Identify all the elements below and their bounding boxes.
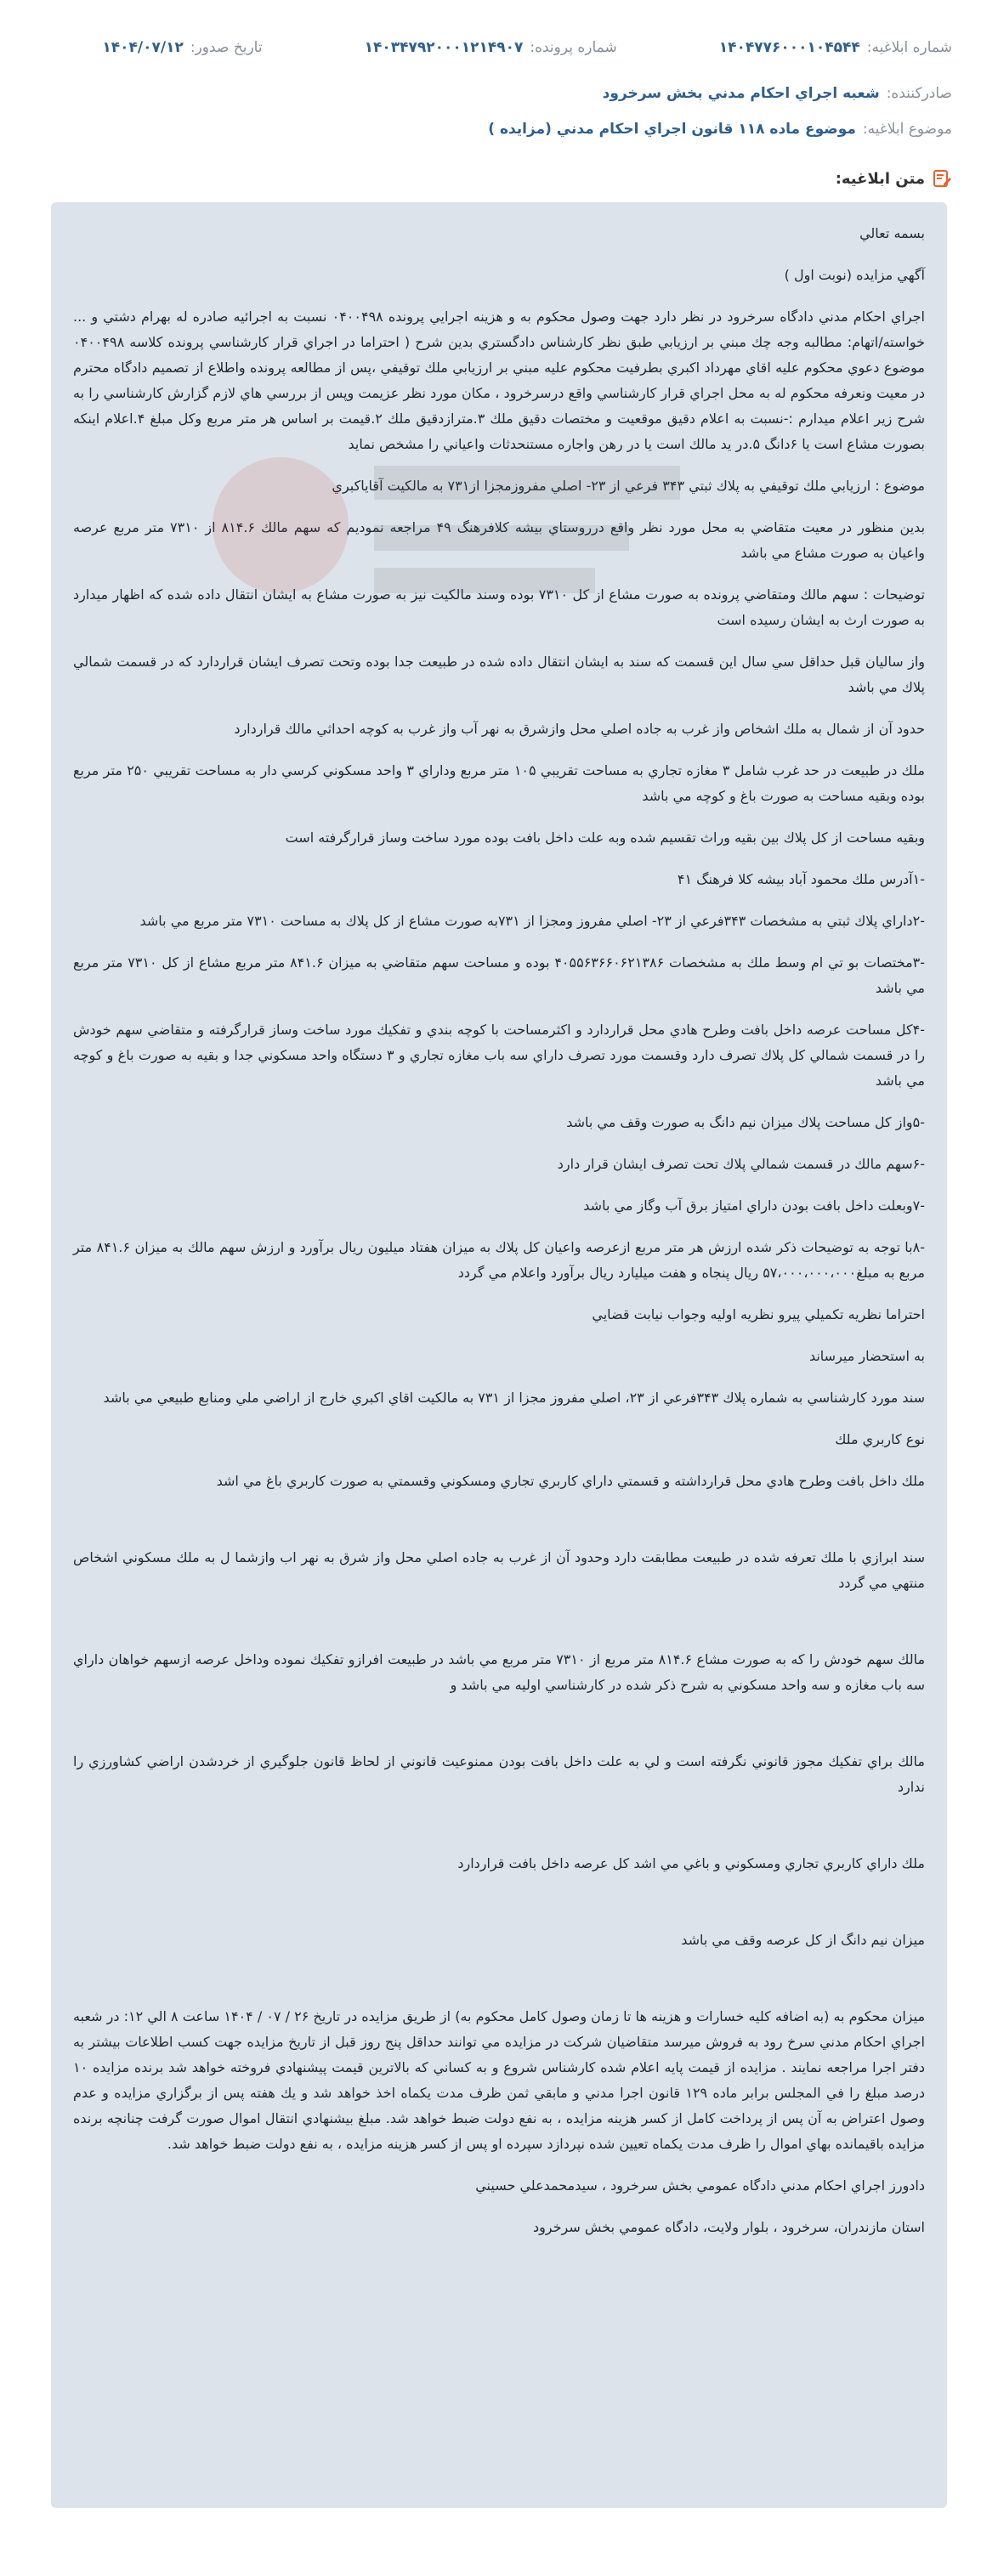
issue-date bbox=[102, 39, 262, 56]
body-paragraph: ملك داراي كاربري تجاري ومسكوني و باغي مي اشد كل عرصه داخل بافت قراردارد bbox=[457, 1855, 925, 1871]
body-paragraph: حدود آن از شمال به ملك اشخاص واز غرب به جاده اصلي محل وازشرق به نهر آب واز غرب به كوچه احداثي مالك قراردارد bbox=[234, 721, 925, 737]
body-paragraph: نوع كاربري ملك bbox=[835, 1431, 925, 1447]
subject-row bbox=[488, 121, 952, 138]
issuer-value: شعبه اجراي احكام مدني بخش سرخرود bbox=[602, 85, 880, 102]
body-paragraph: آگهي مزايده (نوبت اول ) bbox=[784, 267, 925, 283]
notice-meta-row bbox=[46, 39, 952, 56]
body-paragraph: -۱آدرس ملك محمود آباد بيشه كلا فرهنگ ۴۱ bbox=[677, 871, 925, 887]
body-paragraph: -۵واز كل مساحت پلاك ميزان نيم دانگ به صورت وقف مي باشد bbox=[566, 1114, 925, 1130]
body-paragraph: احتراما نظريه تكميلي پيرو نظريه اوليه وجواب نيابت قضايي bbox=[592, 1306, 925, 1322]
subject-label: موضوع ابلاغیه: bbox=[862, 121, 952, 138]
body-paragraph: ملك در طبيعت در حد غرب شامل ۳ مغازه تجاري به مساحت تقريبي ۱۰۵ متر مربع وداراي ۳ واحد مسكوني كرسي دار به مساحت تقريبي ۲۵۰ متر مربع بوده وبقيه مساحت به صورت باغ و كوچه مي باشد bbox=[73, 762, 926, 804]
issuer-label: صادرکننده: bbox=[886, 85, 952, 102]
body-paragraph: وبقيه مساحت از كل پلاك بين بقيه وراث تقسيم شده وبه علت داخل بافت بوده مورد ساخت وساز قرارگرفته است bbox=[285, 829, 925, 846]
body-paragraph: -۲داراي پلاك ثبتي به مشخصات ۳۴۳فرعي از ۲۳- اصلي مفروز ومجزا از ۷۳۱به صورت مشاع از كل پلاك به مساحت ۷۳۱۰ متر مربع مي باشد bbox=[139, 913, 925, 929]
body-paragraph: واز سالیان قبل حداقل سي سال اين قسمت كه سند به ايشان انتقال داده شده در طبيعت جدا بوده وتحت تصرف ايشان قراردارد كه در قسمت شمالي پلاك مي باشد bbox=[73, 654, 925, 695]
body-paragraph: -۶سهم مالك در قسمت شمالي پلاك تحت تصرف ايشان قرار دارد bbox=[557, 1156, 925, 1172]
body-paragraph: مالك براي تفكيك مجوز قانوني نگرفته است و لي به علت داخل بافت بودن ممنوعيت قانوني از لحاظ قانون جلوگيري از خردشدن اراضي كشاورزي را ندارد bbox=[73, 1753, 925, 1795]
body-paragraph: استان مازندران، سرخرود ، بلوار ولايت، دادگاه عمومي بخش سرخرود bbox=[532, 2219, 925, 2235]
body-paragraph: سند مورد كارشناسي به شماره پلاك ۳۴۳فرعي از ۲۳، اصلي مفروز مجزا از ۷۳۱ به مالكيت اقاي اكبري خارج از اراضي ملي ومنابع طبيعي مي باشد bbox=[103, 1390, 925, 1406]
body-paragraph: بدين منظور در معيت متقاضي به محل مورد نظر واقع درروستاي بيشه كلافرهنگ ۴۹ مراجعه نموديم كه سهم مالك ۸۱۴.۶ از ۷۳۱۰ متر مربع عرصه واعيان به صورت مشاع مي باشد bbox=[73, 519, 926, 561]
notice-number-label: شماره ابلاغیه: bbox=[866, 39, 952, 56]
notice-number-value: ۱۴۰۴۷۷۶۰۰۰۱۰۴۵۴۴ bbox=[718, 39, 860, 56]
notice-text-heading-label: متن ابلاغیه: bbox=[835, 169, 925, 188]
issue-date-value: ۱۴۰۴/۰۷/۱۲ bbox=[102, 39, 184, 56]
document-edit-icon bbox=[932, 168, 952, 189]
body-paragraph: -۴كل مساحت عرصه داخل بافت وطرح هادي محل قراردارد و اكثرمساحت با كوچه بندي و تفكيك مورد ساخت وساز قرارگرفته و متقاضي سهم خودش را در قسمت شمالي كل پلاك تصرف دارد وقسمت مورد تصرف داراي سه باب مغازه تجاري و ۳ دستگاه واحد مسكوني جدا و بقيه به صورت باغ و كوچه مي باشد bbox=[73, 1022, 925, 1089]
body-paragraph: ميزان محكوم به (به اضافه كليه خسارات و هزينه ها تا زمان وصول كامل محكوم به) از طريق مزايده در تاريخ ۲۶ / ۰۷ / ۱۴۰۴ ساعت ۸ الي ۱۲: در شعبه اجراي احكام مدني سرخ رود به فروش ميرسد متقاضيان شركت در مزايده مي توانند حداقل پنج روز قبل از تاريخ مزايده جهت كسب اطلاعات بيشتر به دفتر اجرا مراجعه نمايند . مزايده از قيمت پايه اعلام شده كارشناس شروع و به كساني كه بالاترين قيمت پيشنهادي فروخته خواهد شد برنده مزايده ۱۰ درصد مبلغ را في المجلس برابر ماده ۱۲۹ قانون اجرا مدني و مابقي ثمن ظرف مدت يكماه اخذ خواهد شد و يك هفته پس از برگزاري مزايده و عدم وصول اعتراض به آن پس از پرداخت كامل از كسر هزينه مزايده ، به نفع دولت ضبط خواهد شد. مبلغ بيشنهادي انتقال اموال صورت گرفت چنانچه برنده مزايده باقيمانده بهاي اموال را ظرف مدت يكماه تعيين شده نپردازد سپرده او پس از كسر هزينه مزايده ، به نفع دولت ضبط خواهد شد. bbox=[73, 2008, 926, 2152]
notice-text-heading bbox=[836, 168, 952, 189]
issuer-row bbox=[603, 85, 952, 102]
notice-number bbox=[719, 39, 952, 56]
body-paragraph: -۷وبعلت داخل بافت بودن داراي امتياز برق آب وگاز مي باشد bbox=[583, 1197, 925, 1214]
body-paragraph: -۸با توجه به توضيحات ذكر شده ارزش هر متر مربع ازعرصه واعيان كل پلاك به ميزان هفتاد ميليون ريال برآورد و ارزش سهم مالك به ميزان ۸۴۱.۶ متر مربع به مبلغ۵۷،۰۰۰،۰۰۰،۰۰۰ ريال پنجاه و هفت ميليارد ريال برآورد واعلام مي گردد bbox=[73, 1239, 926, 1281]
body-paragraph: بسمه تعالي bbox=[859, 225, 925, 241]
body-paragraph: ملك داخل بافت وطرح هادي محل قرارداشته و قسمتي داراي كاربري تجاري ومسكوني وقسمتي به صورت كاربري باغ مي اشد bbox=[216, 1473, 925, 1489]
body-paragraph: ميزان نيم دانگ از كل عرصه وقف مي باشد bbox=[681, 1932, 925, 1948]
case-number bbox=[365, 39, 617, 56]
notice-body bbox=[51, 202, 947, 2508]
subject-value: موضوع ماده ۱۱۸ قانون اجراي احكام مدني (مزايده ) bbox=[488, 121, 856, 138]
body-paragraph: اجراي احكام مدني دادگاه سرخرود در نظر دارد جهت وصول محكوم به و هزينه اجرايي پرونده ۰۴۰۰۴۹۸ نسبت به اجرائيه صادره له بهرام دشتي و ... خواسته/اتهام: مطالبه وجه چك مبني بر ارزيابي طبق نظر كارشناس دادگستري بدين شرح ( احتراما در اجراي قرار كارشناسي پرونده كلاسه ۰۴۰۰۴۹۸ موضوع دعوي محكوم عليه اقاي مهرداد اكبري بطرفيت محكوم عليه مبني بر ارزيابي ملك توقيفي ،پس از مطالعه پرونده واطلاع از تصميم دادگاه محترم در معيت ونعرفه محكوم له به محل اجراي قرار كارشناسي واقع درسرخرود ، مكان مورد نظر عزيمت وپس از بررسي هاي لازم گزارش كارشناسي را به شرح زير اعلام ميدارم :-نسبت به اعلام دقيق موقعيت و مختصات دقيق ملك ۳.مترازدقيق ملك ۲.قيمت بر اساس هر متر مربع وكل مبلغ ۴.اعلام اينكه بصورت مشاع است يا ۶دانگ ۵.در يد مالك است يا در رهن واجاره مستنحدثات واعياني را مشخص نمايد bbox=[73, 309, 926, 452]
body-paragraph: توضيحات : سهم مالك ومتقاضي پرونده به صورت مشاع از كل ۷۳۱۰ بوده وسند مالكيت نيز به صورت مشاع به ايشان انتقال داده شده كه اظهار ميدارد به صورت ارث به ايشان رسيده است bbox=[73, 586, 925, 628]
body-paragraph: به استحضار ميرساند bbox=[808, 1348, 925, 1364]
body-paragraph: سند ابرازي با ملك تعرفه شده در طبيعت مطابقت دارد وحدود آن از غرب به جاده اصلي محل واز شرق به نهر اب وازشما ل به ملك مسكوني اشخاص منتهي مي گردد bbox=[73, 1549, 925, 1591]
body-paragraph: مالك سهم خودش را كه به صورت مشاع ۸۱۴.۶ متر مربع از ۷۳۱۰ متر مربع مي باشد در طبيعت افرازو تفكيك نموده وداخل عرصه ازسهم خواهان داراي سه باب مغازه و سه واحد مسكوني به شرح ذكر شده در كارشناسي اوليه مي باشد و bbox=[73, 1651, 926, 1693]
body-paragraph: موضوع : ارزيابي ملك توقيفي به پلاك ثبتي ۳۴۳ فرعي از ۲۳- اصلي مفروزمجزا از۷۳۱ به مالكيت آقاياكبري bbox=[332, 478, 925, 494]
case-number-value: ۱۴۰۳۴۷۹۲۰۰۰۱۲۱۴۹۰۷ bbox=[364, 39, 524, 56]
body-paragraph: دادورز اجراي احكام مدني دادگاه عمومي بخش سرخرود ، سيدمحمدعلي حسيني bbox=[475, 2177, 925, 2194]
body-paragraph: -۳مختصات بو تي ام وسط ملك به مشخصات ۴۰۵۵۶۳۶۶۰۶۲۱۳۸۶ بوده و مساحت سهم متقاضي به ميزان ۸۴۱.۶ متر مربع مشاع از كل ۷۳۱۰ متر مربع مي باشد bbox=[73, 954, 926, 996]
issue-date-label: تاریخ صدور: bbox=[190, 39, 263, 56]
case-number-label: شماره پرونده: bbox=[530, 39, 617, 56]
